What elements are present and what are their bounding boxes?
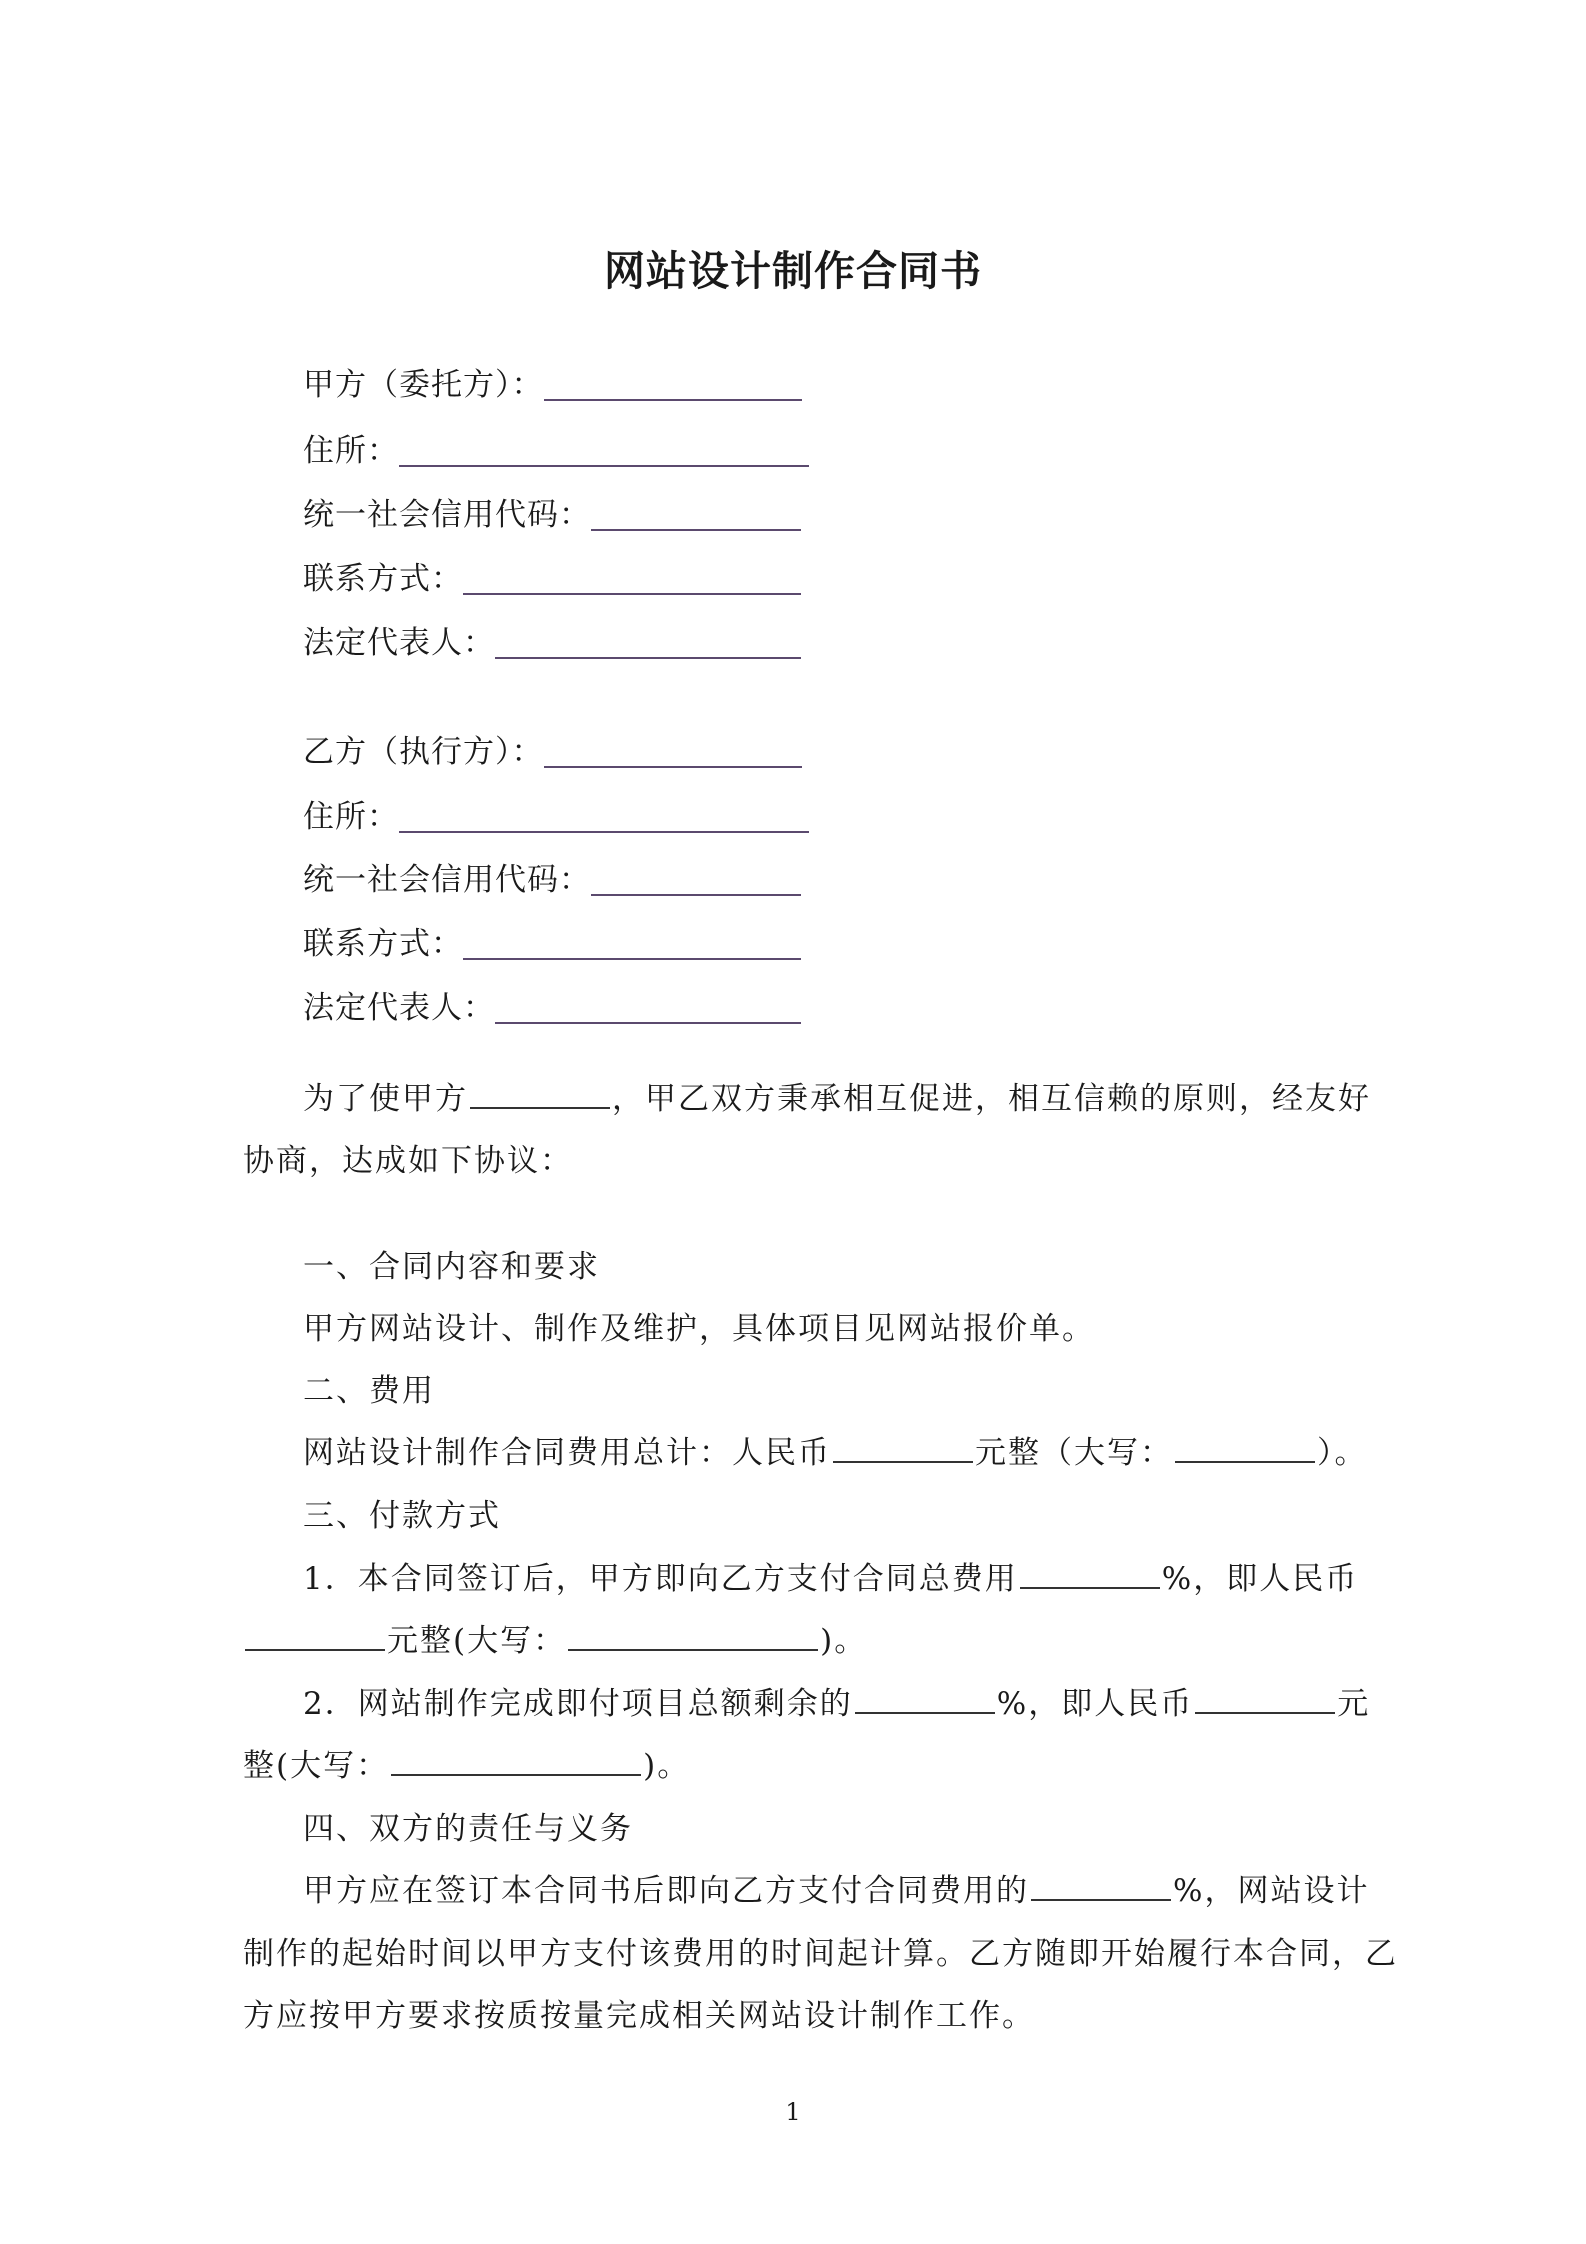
payment-2-words-blank[interactable] <box>391 1742 641 1776</box>
payment-2-text-d: 整(大写： <box>243 1748 390 1784</box>
section-4-heading: 四、双方的责任与义务 <box>303 1811 633 1847</box>
party-b-name-label: 乙方（执行方）： <box>303 734 544 770</box>
duty-text-b: %，网站设计 <box>1173 1873 1370 1909</box>
page-number: 1 <box>785 2098 801 2126</box>
fee-amount-blank[interactable] <box>833 1429 973 1463</box>
section-1-heading: 一、合同内容和要求 <box>303 1249 600 1285</box>
party-b-legal-rep-label: 法定代表人： <box>303 990 495 1026</box>
party-b-name-blank[interactable] <box>544 732 802 768</box>
intro-text-3: 协商，达成如下协议： <box>243 1143 573 1179</box>
payment-2-text-c: 元 <box>1337 1686 1371 1722</box>
party-a-address-field <box>303 421 809 471</box>
payment-2-amount-blank[interactable] <box>1195 1680 1335 1714</box>
party-b-contact-field <box>303 914 801 964</box>
payment-item-2-line-1 <box>243 1673 1409 1735</box>
payment-1-words-blank[interactable] <box>568 1617 818 1651</box>
section-2-body <box>243 1422 1409 1484</box>
party-a-name-blank[interactable] <box>544 365 802 401</box>
party-b-name-field <box>303 722 802 772</box>
party-a-address-blank[interactable] <box>399 431 809 467</box>
fee-text-2: 元整（大写： <box>975 1435 1173 1471</box>
party-a-credit-code-field <box>303 485 801 535</box>
payment-2-text-b: %，即人民币 <box>996 1686 1194 1722</box>
intro-text-1: 为了使甲方 <box>303 1081 468 1117</box>
section-4-line-3: 方应按甲方要求按质按量完成相关网站设计制作工作。 <box>243 1998 1035 2034</box>
payment-item-2-line-2 <box>243 1735 1349 1797</box>
payment-1-amount-blank[interactable] <box>245 1617 385 1651</box>
section-1-body: 甲方网站设计、制作及维护，具体项目见网站报价单。 <box>303 1311 1095 1347</box>
fee-text-3: ）。 <box>1317 1435 1368 1471</box>
party-a-credit-code-blank[interactable] <box>591 495 801 531</box>
fee-text-1: 网站设计制作合同费用总计：人民币 <box>303 1435 831 1471</box>
party-b-contact-blank[interactable] <box>463 924 801 960</box>
payment-1-text-a: 1．本合同签订后，甲方即向乙方支付合同总费用 <box>303 1561 1018 1597</box>
payment-1-percent-blank[interactable] <box>1020 1555 1160 1589</box>
party-a-name-field <box>303 355 802 405</box>
party-b-credit-code-blank[interactable] <box>591 860 801 896</box>
payment-item-1-line-2 <box>243 1610 1349 1672</box>
payment-1-text-c: 元整(大写： <box>387 1623 567 1659</box>
party-b-address-label: 住所： <box>303 799 399 835</box>
section-4-line-1 <box>243 1860 1409 1922</box>
party-a-credit-code-label: 统一社会信用代码： <box>303 497 591 533</box>
section-2-heading: 二、费用 <box>303 1373 435 1409</box>
party-a-contact-label: 联系方式： <box>303 561 463 597</box>
duty-text-a: 甲方应在签订本合同书后即向乙方支付合同费用的 <box>303 1873 1029 1909</box>
party-a-legal-rep-field <box>303 613 801 663</box>
party-a-name-label: 甲方（委托方）： <box>303 367 544 403</box>
party-b-credit-code-field <box>303 850 801 900</box>
section-4-line-2: 制作的起始时间以甲方支付该费用的时间起计算。乙方随即开始履行本合同，乙 <box>243 1936 1398 1972</box>
payment-1-text-d: )。 <box>820 1623 868 1659</box>
party-a-contact-field <box>303 549 801 599</box>
section-3-heading: 三、付款方式 <box>303 1498 501 1534</box>
payment-2-percent-blank[interactable] <box>855 1680 995 1714</box>
party-a-contact-blank[interactable] <box>463 559 801 595</box>
payment-1-text-b: %，即人民币 <box>1161 1561 1359 1597</box>
party-b-legal-rep-blank[interactable] <box>495 988 801 1024</box>
party-b-contact-label: 联系方式： <box>303 926 463 962</box>
party-a-address-label: 住所： <box>303 433 399 469</box>
fee-amount-words-blank[interactable] <box>1175 1429 1315 1463</box>
party-b-address-blank[interactable] <box>399 797 809 833</box>
payment-2-text-a: 2．网站制作完成即付项目总额剩余的 <box>303 1686 853 1722</box>
duty-percent-blank[interactable] <box>1031 1867 1171 1901</box>
intro-line-2 <box>243 1130 1349 1192</box>
intro-text-2: ，甲乙双方秉承相互促进，相互信赖的原则，经友好 <box>612 1081 1371 1117</box>
payment-2-text-e: )。 <box>643 1748 691 1784</box>
intro-line-1 <box>243 1068 1409 1130</box>
payment-item-1-line-1 <box>243 1548 1409 1610</box>
party-b-legal-rep-field <box>303 978 801 1028</box>
page-title: 网站设计制作合同书 <box>604 247 982 295</box>
intro-purpose-blank[interactable] <box>470 1075 610 1109</box>
party-a-legal-rep-blank[interactable] <box>495 623 801 659</box>
party-b-credit-code-label: 统一社会信用代码： <box>303 862 591 898</box>
party-a-legal-rep-label: 法定代表人： <box>303 625 495 661</box>
party-b-address-field <box>303 787 809 837</box>
